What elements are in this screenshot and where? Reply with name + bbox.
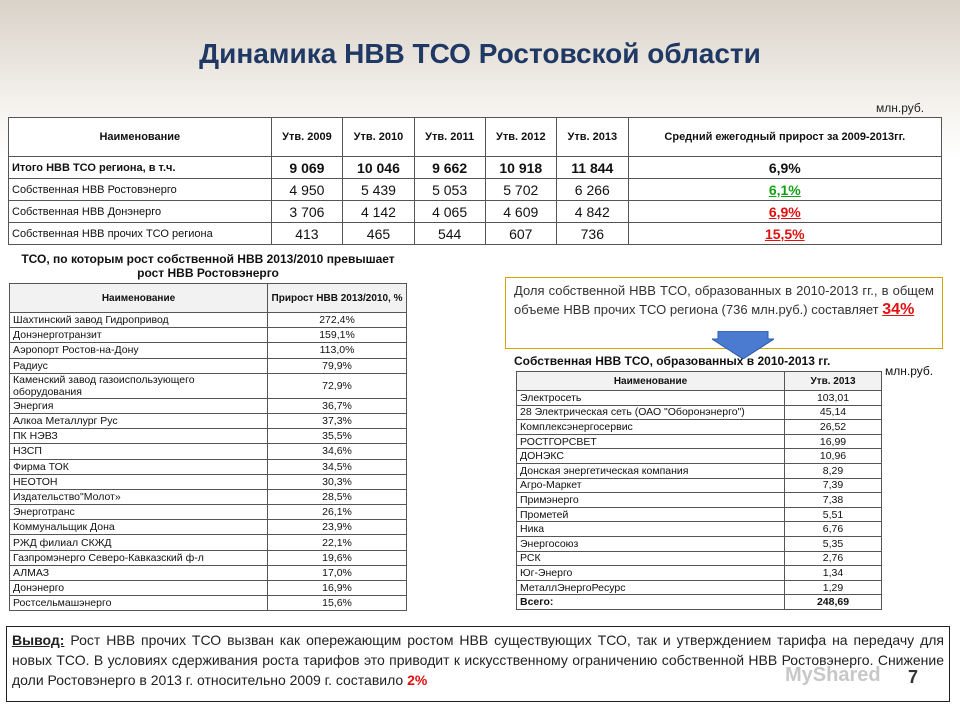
column-header: Утв. 2013 (557, 118, 629, 157)
growth-percent: 113,0% (268, 343, 407, 358)
nvv-value: 6,76 (785, 522, 882, 537)
company-name: Коммунальщик Дона (10, 520, 268, 535)
table-row (10, 413, 407, 428)
nvv-value: 1,29 (785, 580, 882, 595)
nvv-value: 5,35 (785, 536, 882, 551)
row-value: 10 918 (485, 157, 557, 179)
table-row (517, 478, 882, 493)
column-header: Средний ежегодный прирост за 2009-2013гг. (628, 118, 941, 157)
row-name: Итого НВВ ТСО региона, в т.ч. (9, 157, 272, 179)
watermark: MyShared (785, 664, 881, 686)
row-value: 5 053 (414, 179, 485, 201)
table-row (10, 520, 407, 535)
table-row (10, 596, 407, 611)
company-name: РЖД филиал СКЖД (10, 535, 268, 550)
conclusion-value: 2% (407, 672, 428, 688)
growth-percent: 35,5% (268, 429, 407, 444)
nvv-value: 26,52 (785, 420, 882, 435)
company-name: Прометей (517, 507, 785, 522)
total-label: Всего: (517, 595, 785, 610)
row-value: 736 (557, 223, 629, 245)
growth-percent: 34,6% (268, 444, 407, 459)
table-row (517, 449, 882, 464)
nvv-value: 8,29 (785, 463, 882, 478)
nvv-value: 7,39 (785, 478, 882, 493)
row-value: 4 065 (414, 201, 485, 223)
column-header: Утв. 2013 (785, 372, 882, 391)
row-growth (628, 223, 941, 245)
row-growth (628, 179, 941, 201)
table-row (10, 459, 407, 474)
table-row (10, 328, 407, 343)
nvv-value: 45,14 (785, 405, 882, 420)
company-name: Энергия (10, 398, 268, 413)
row-value: 4 609 (485, 201, 557, 223)
column-header: Утв. 2009 (271, 118, 343, 157)
company-name: Аэропорт Ростов-на-Дону (10, 343, 268, 358)
company-name: Ника (517, 522, 785, 537)
column-header: Утв. 2012 (485, 118, 557, 157)
growth-table (9, 283, 407, 611)
row-value: 4 842 (557, 201, 629, 223)
column-header: Наименование (9, 118, 272, 157)
table-row (517, 580, 882, 595)
company-name: 28 Электрическая сеть (ОАО "Оборонэнерго") (517, 405, 785, 420)
company-name: МеталлЭнергоРесурс (517, 580, 785, 595)
table-row (9, 179, 942, 201)
growth-percent: 37,3% (268, 413, 407, 428)
company-name: НЕОТОН (10, 474, 268, 489)
row-name: Собственная НВВ Донэнерго (9, 201, 272, 223)
row-value: 9 662 (414, 157, 485, 179)
nvv-value: 5,51 (785, 507, 882, 522)
company-name: Издательство"Молот» (10, 489, 268, 504)
row-growth (628, 201, 941, 223)
row-value: 10 046 (343, 157, 415, 179)
growth-percent: 26,1% (268, 505, 407, 520)
company-name: Ростсельмашэнерго (10, 596, 268, 611)
growth-percent: 16,9% (268, 581, 407, 596)
table-row (517, 536, 882, 551)
company-name: Агро-Маркет (517, 478, 785, 493)
growth-percent: 19,6% (268, 550, 407, 565)
left-table-caption: ТСО, по которым рост собственной НВВ 2013/2010 превышает рост НВВ Ростовэнерго (21, 252, 395, 280)
company-name: Электросеть (517, 391, 785, 406)
table-row (10, 489, 407, 504)
share-percent: 34% (882, 301, 915, 318)
growth-percent: 23,9% (268, 520, 407, 535)
company-name: ПК НЭВЗ (10, 429, 268, 444)
column-header: Наименование (10, 284, 268, 313)
growth-value: 6,9% (768, 159, 801, 176)
row-value: 6 266 (557, 179, 629, 201)
nvv-value: 2,76 (785, 551, 882, 566)
company-name: АЛМАЗ (10, 565, 268, 580)
table-row (517, 405, 882, 420)
company-name: Донэнерготранзит (10, 328, 268, 343)
growth-percent: 79,9% (268, 358, 407, 373)
table-row (10, 505, 407, 520)
table-row (9, 201, 942, 223)
table-row (517, 420, 882, 435)
row-value: 4 142 (343, 201, 415, 223)
company-name: Комплексэнергосервис (517, 420, 785, 435)
company-name: Юг-Энерго (517, 566, 785, 581)
growth-value: 15,5% (764, 225, 805, 242)
table-row (10, 373, 407, 398)
row-value: 4 950 (271, 179, 343, 201)
row-value: 544 (414, 223, 485, 245)
company-name: РОСТГОРСВЕТ (517, 434, 785, 449)
table-row (10, 429, 407, 444)
conclusion-text: Рост НВВ прочих ТСО вызван как опережающим ростом НВВ существующих ТСО, так и утверждением тарифа на передачу для новых ТСО. В условиях сдерживания роста тарифов это приводит к искусственному ограничению собственной НВВ Ростовэнерго. Снижение доли Ростовэнерго в 2013 г. относительно 2009 г. составило (12, 632, 944, 688)
company-name: РСК (517, 551, 785, 566)
nvv-value: 7,38 (785, 493, 882, 508)
table-row (517, 566, 882, 581)
row-growth (628, 157, 941, 179)
table-row (10, 474, 407, 489)
table-row (517, 463, 882, 478)
page-title: Динамика НВВ ТСО Ростовской области (199, 38, 761, 69)
company-name: Энерготранс (10, 505, 268, 520)
row-value: 11 844 (557, 157, 629, 179)
growth-percent: 17,0% (268, 565, 407, 580)
growth-value: 6,1% (768, 181, 801, 198)
total-row (517, 595, 882, 610)
table-row (10, 550, 407, 565)
row-value: 9 069 (271, 157, 343, 179)
row-value: 607 (485, 223, 557, 245)
nvv-value: 16,99 (785, 434, 882, 449)
table-row (517, 522, 882, 537)
table-row (517, 551, 882, 566)
column-header: Утв. 2011 (414, 118, 485, 157)
company-name: Донская энергетическая компания (517, 463, 785, 478)
total-value: 248,69 (785, 595, 882, 610)
conclusion-label: Вывод: (12, 632, 65, 648)
row-value: 413 (271, 223, 343, 245)
company-name: Донэнерго (10, 581, 268, 596)
table-row (10, 313, 407, 328)
row-value: 5 702 (485, 179, 557, 201)
company-name: Примэнерго (517, 493, 785, 508)
table-row (517, 391, 882, 406)
growth-percent: 36,7% (268, 398, 407, 413)
column-header: Наименование (517, 372, 785, 391)
company-name: Каменский завод газоиспользующего оборудования (10, 373, 268, 398)
growth-value: 6,9% (768, 203, 801, 220)
nvv-value: 103,01 (785, 391, 882, 406)
table-row (10, 581, 407, 596)
nvv-value: 10,96 (785, 449, 882, 464)
page-number: 7 (908, 667, 919, 687)
row-name: Собственная НВВ Ростовэнерго (9, 179, 272, 201)
growth-percent: 22,1% (268, 535, 407, 550)
nvv-value: 1,34 (785, 566, 882, 581)
column-header: Утв. 2010 (343, 118, 415, 157)
table-row (10, 398, 407, 413)
company-name: Радиус (10, 358, 268, 373)
table-row (517, 507, 882, 522)
growth-percent: 272,4% (268, 313, 407, 328)
row-value: 3 706 (271, 201, 343, 223)
growth-percent: 34,5% (268, 459, 407, 474)
new-tso-table (516, 371, 882, 610)
growth-percent: 159,1% (268, 328, 407, 343)
right-table-caption: Собственная НВВ ТСО, образованных в 2010-2013 гг. (514, 354, 831, 368)
growth-percent: 28,5% (268, 489, 407, 504)
table-row (10, 343, 407, 358)
company-name: Алкоа Металлург Рус (10, 413, 268, 428)
company-name: ДОНЭКС (517, 449, 785, 464)
table-row (10, 358, 407, 373)
row-value: 465 (343, 223, 415, 245)
company-name: НЗСП (10, 444, 268, 459)
table-row (10, 444, 407, 459)
table-row (9, 157, 942, 179)
growth-percent: 30,3% (268, 474, 407, 489)
share-note-text: Доля собственной НВВ ТСО, образованных в 2010-2013 гг., в общем объеме НВВ прочих ТСО региона (736 млн.руб.) составляет (514, 283, 934, 317)
main-table (8, 117, 942, 245)
growth-percent: 15,6% (268, 596, 407, 611)
column-header: Прирост НВВ 2013/2010, % (268, 284, 407, 313)
company-name: Газпромэнерго Северо-Кавказский ф-л (10, 550, 268, 565)
growth-percent: 72,9% (268, 373, 407, 398)
unit-label-2: млн.руб. (885, 364, 934, 378)
table-row (517, 434, 882, 449)
row-value: 5 439 (343, 179, 415, 201)
row-name: Собственная НВВ прочих ТСО региона (9, 223, 272, 245)
unit-label: млн.руб. (876, 101, 925, 115)
table-row (10, 565, 407, 580)
table-row (517, 493, 882, 508)
company-name: Энергосоюз (517, 536, 785, 551)
company-name: Фирма ТОК (10, 459, 268, 474)
table-row (9, 223, 942, 245)
company-name: Шахтинский завод Гидропривод (10, 313, 268, 328)
table-row (10, 535, 407, 550)
